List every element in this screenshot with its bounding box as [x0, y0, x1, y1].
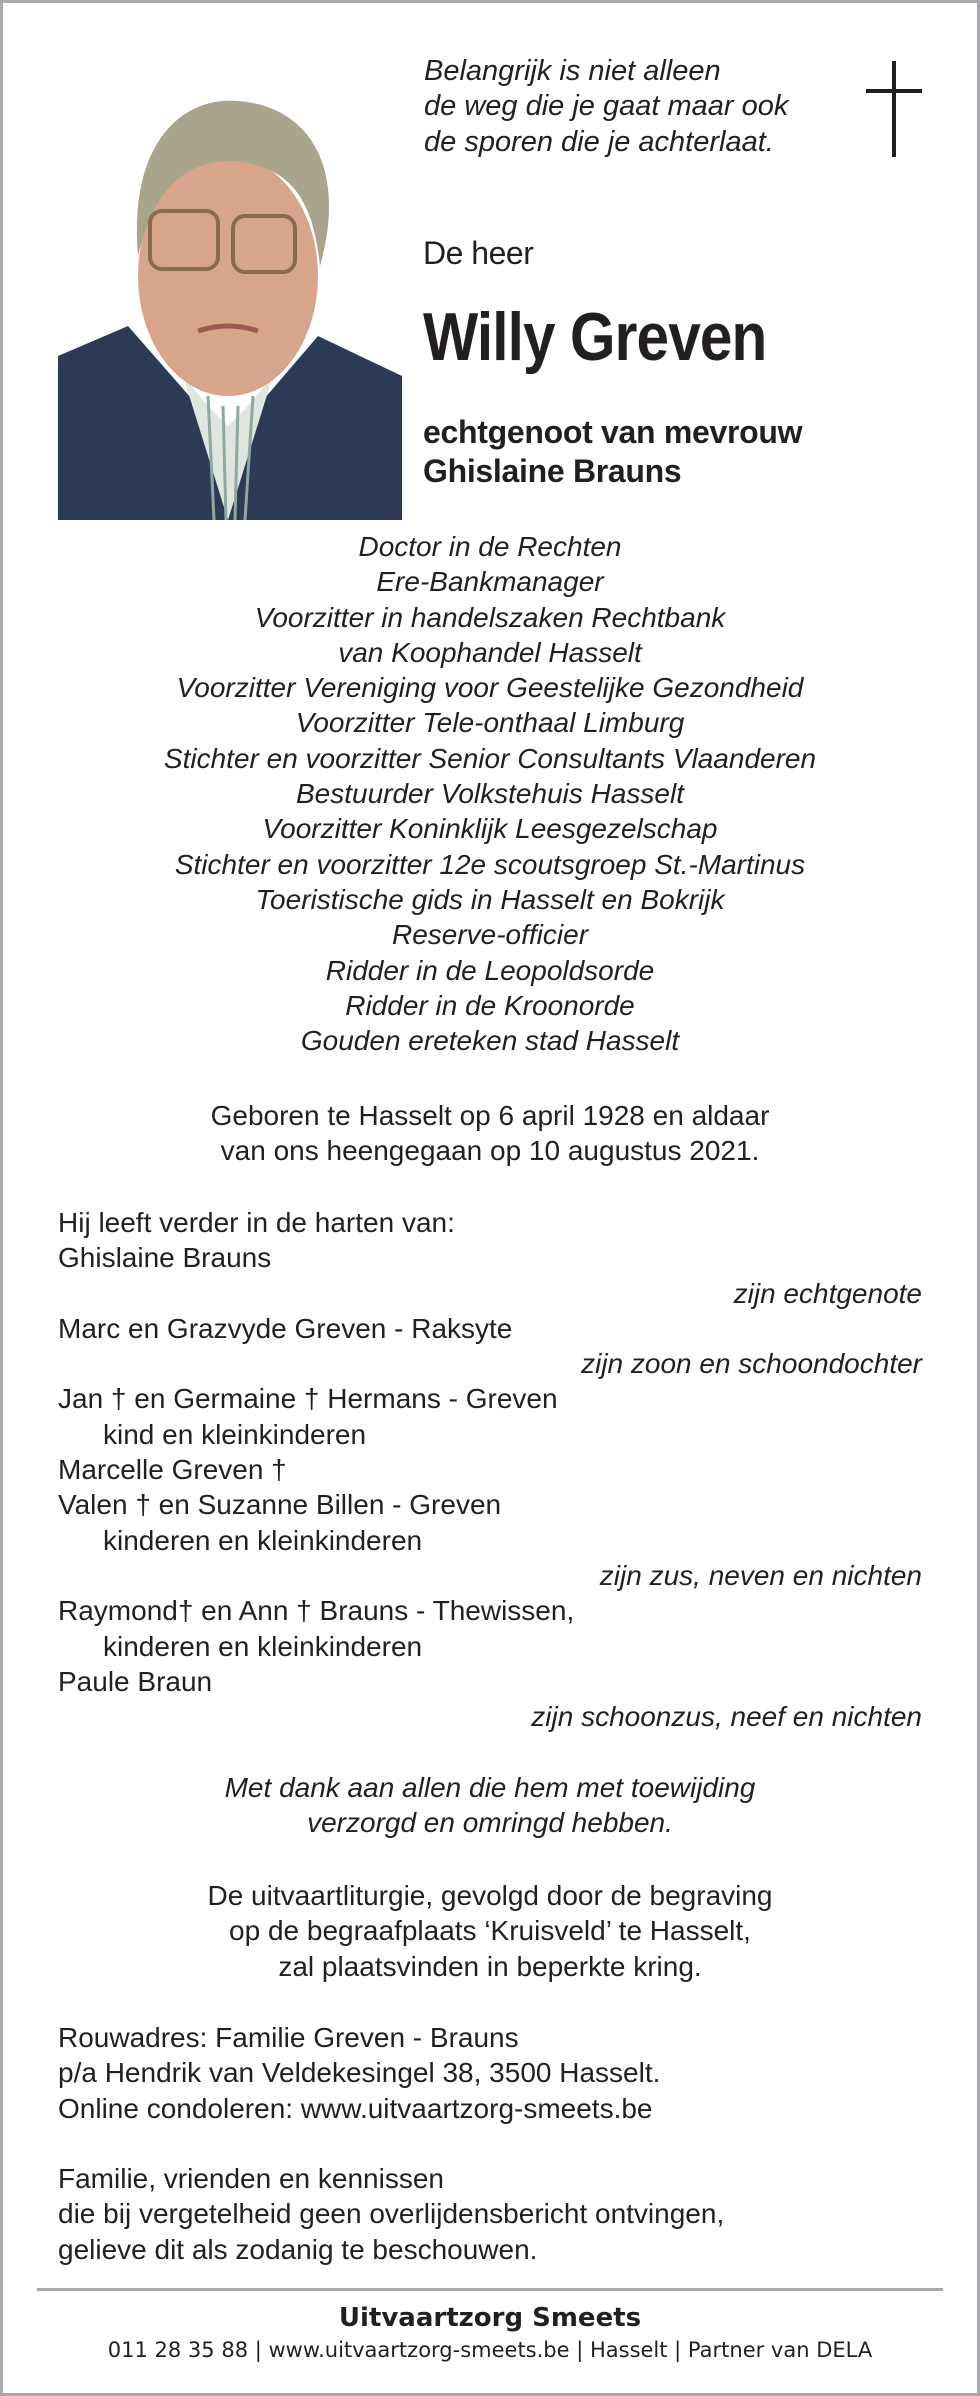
address-line: p/a Hendrik van Veldekesingel 38, 3500 Hasselt. — [58, 2057, 661, 2089]
notice-line: gelieve dit als zodanig te beschouwen. — [58, 2233, 538, 2265]
cross-icon — [866, 61, 922, 157]
title-line: Stichter en voorzitter Senior Consultants Vlaanderen — [163, 742, 817, 774]
thanks-line: verzorgd en omringd hebben. — [307, 1807, 673, 1839]
family-member: Paule Braun — [58, 1665, 213, 1697]
title-line: Voorzitter Vereniging voor Geestelijke Gezondheid — [176, 672, 804, 704]
quote-line: Belangrijk is niet alleen — [424, 55, 721, 87]
title-line: Voorzitter Koninklijk Leesgezelschap — [262, 813, 718, 845]
title-line: Voorzitter Tele-onthaal Limburg — [295, 707, 685, 739]
footer-company: Uitvaartzorg Smeets — [338, 2303, 642, 2333]
notice-line: die bij vergetelheid geen overlijdensbericht ontvingen, — [58, 2198, 725, 2230]
footer-info: 011 28 35 88 | www.uitvaartzorg-smeets.be | Hasselt | Partner van DELA — [107, 2338, 873, 2362]
family-member: kind en kleinkinderen — [103, 1418, 367, 1450]
address-line: Rouwadres: Familie Greven - Brauns — [58, 2022, 519, 2053]
titles-list — [0, 529, 980, 1058]
born-line: Geboren te Hasselt op 6 april 1928 en aldaar — [210, 1100, 770, 1131]
spouse-line: echtgenoot van mevrouw — [423, 414, 803, 450]
portrait-photo — [58, 76, 402, 520]
liturgy — [0, 1878, 980, 1984]
thanks — [0, 1770, 980, 1841]
family-member: Raymond† en Ann † Brauns - Thewissen, — [58, 1595, 575, 1627]
title-line: Stichter en voorzitter 12e scoutsgroep St.-Martinus — [174, 848, 806, 880]
liturgy-line: op de begraafplaats ‘Kruisveld’ te Hasselt, — [229, 1915, 751, 1947]
liturgy-line: zal plaatsvinden in beperkte kring. — [278, 1950, 702, 1982]
family-relation: zijn zoon en schoondochter — [581, 1348, 922, 1380]
family-member: kinderen en kleinkinderen — [103, 1524, 423, 1556]
family-relation: zijn schoonzus, neef en nichten — [531, 1701, 922, 1733]
title-line: Gouden ereteken stad Hasselt — [300, 1025, 680, 1057]
born-line: van ons heengegaan op 10 augustus 2021. — [220, 1135, 760, 1167]
title-line: van Koophandel Hasselt — [338, 636, 642, 668]
family-relation: zijn zus, neven en nichten — [599, 1559, 922, 1591]
family-member: Ghislaine Brauns — [58, 1242, 272, 1274]
family-member: Hij leeft verder in de harten van: — [58, 1207, 455, 1238]
family-relation: zijn echtgenote — [733, 1277, 922, 1309]
spouse-line: Ghislaine Brauns — [423, 453, 682, 489]
quote-line: de weg die je gaat maar ook — [424, 90, 789, 123]
family-member: Marc en Grazvyde Greven - Raksyte — [58, 1312, 513, 1344]
divider — [37, 2288, 943, 2291]
title-line: Toeristische gids in Hasselt en Bokrijk — [255, 883, 725, 915]
quote-line: de sporen die je achterlaat. — [424, 125, 774, 158]
family-member: Valen † en Suzanne Billen - Greven — [58, 1489, 502, 1521]
title-line: Ere-Bankmanager — [376, 566, 604, 598]
spouse — [423, 413, 802, 491]
title-line: Doctor in de Rechten — [358, 531, 622, 562]
family-member: kinderen en kleinkinderen — [103, 1630, 423, 1662]
address-line: Online condoleren: www.uitvaartzorg-smeets.be — [58, 2092, 653, 2124]
title-line: Ridder in de Leopoldsorde — [325, 954, 655, 986]
deceased-name: Willy Greven — [423, 299, 767, 375]
family-list — [58, 1205, 922, 1734]
title-line: Ridder in de Kroonorde — [345, 989, 635, 1021]
quote — [424, 54, 788, 160]
birth-death — [0, 1098, 980, 1169]
title-line: Voorzitter in handelszaken Rechtbank — [254, 601, 726, 633]
family-member: Jan † en Germaine † Hermans - Greven — [58, 1383, 558, 1415]
title-line: Reserve-officier — [391, 919, 589, 951]
address — [58, 2020, 660, 2126]
thanks-line: Met dank aan allen die hem met toewijding — [224, 1772, 756, 1803]
family-member: Marcelle Greven † — [58, 1454, 287, 1486]
notice — [58, 2161, 724, 2267]
notice-line: Familie, vrienden en kennissen — [58, 2163, 444, 2194]
salutation: De heer — [423, 235, 534, 271]
title-line: Bestuurder Volkstehuis Hasselt — [295, 778, 685, 810]
liturgy-line: De uitvaartliturgie, gevolgd door de begraving — [207, 1880, 773, 1911]
